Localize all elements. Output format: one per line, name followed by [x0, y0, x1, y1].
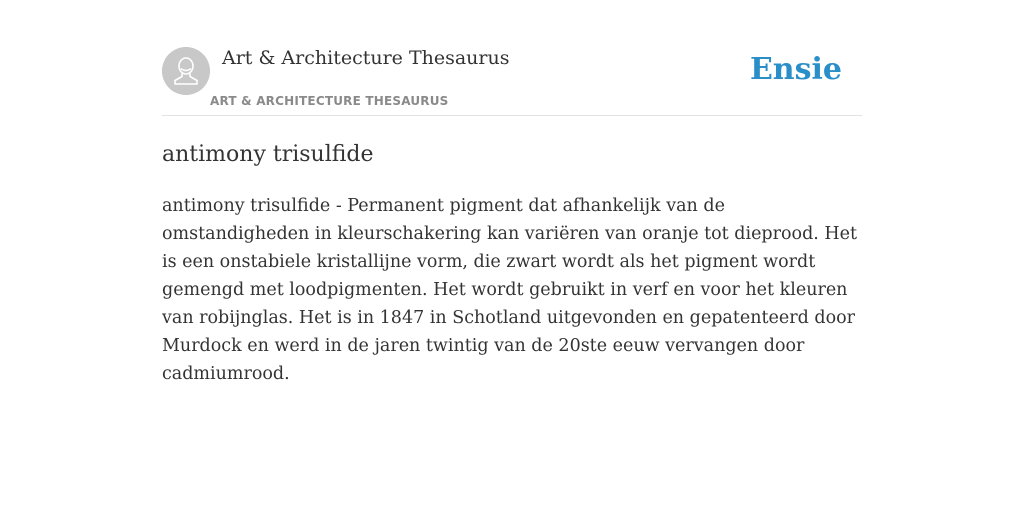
author-name[interactable]: Art & Architecture Thesaurus — [222, 47, 510, 69]
header — [162, 0, 862, 116]
author-avatar[interactable] — [162, 47, 210, 95]
entry-definition: antimony trisulfide - Permanent pigment dat afhankelijk van de omstandigheden in kleurschakering kan variëren van oranje tot dieprood. Het is een onstabiele kristallijne vorm, die zwart wordt als het pigment wordt gemengd met loodpigmenten. Het wordt gebruikt in verf en voor het kleuren van robijnglas. Het is in 1847 in Schotland uitgevonden en gepatenteerd door Murdock en werd in de jaren twintig van de 20ste eeuw vervangen door cadmiumrood. — [162, 196, 858, 384]
ensie-logo[interactable]: Ensie — [749, 52, 842, 87]
author-subtitle[interactable]: ART & ARCHITECTURE THESAURUS — [210, 94, 449, 108]
user-avatar-icon — [162, 47, 210, 95]
page — [162, 0, 862, 512]
entry-title: antimony trisulfide — [162, 142, 374, 167]
